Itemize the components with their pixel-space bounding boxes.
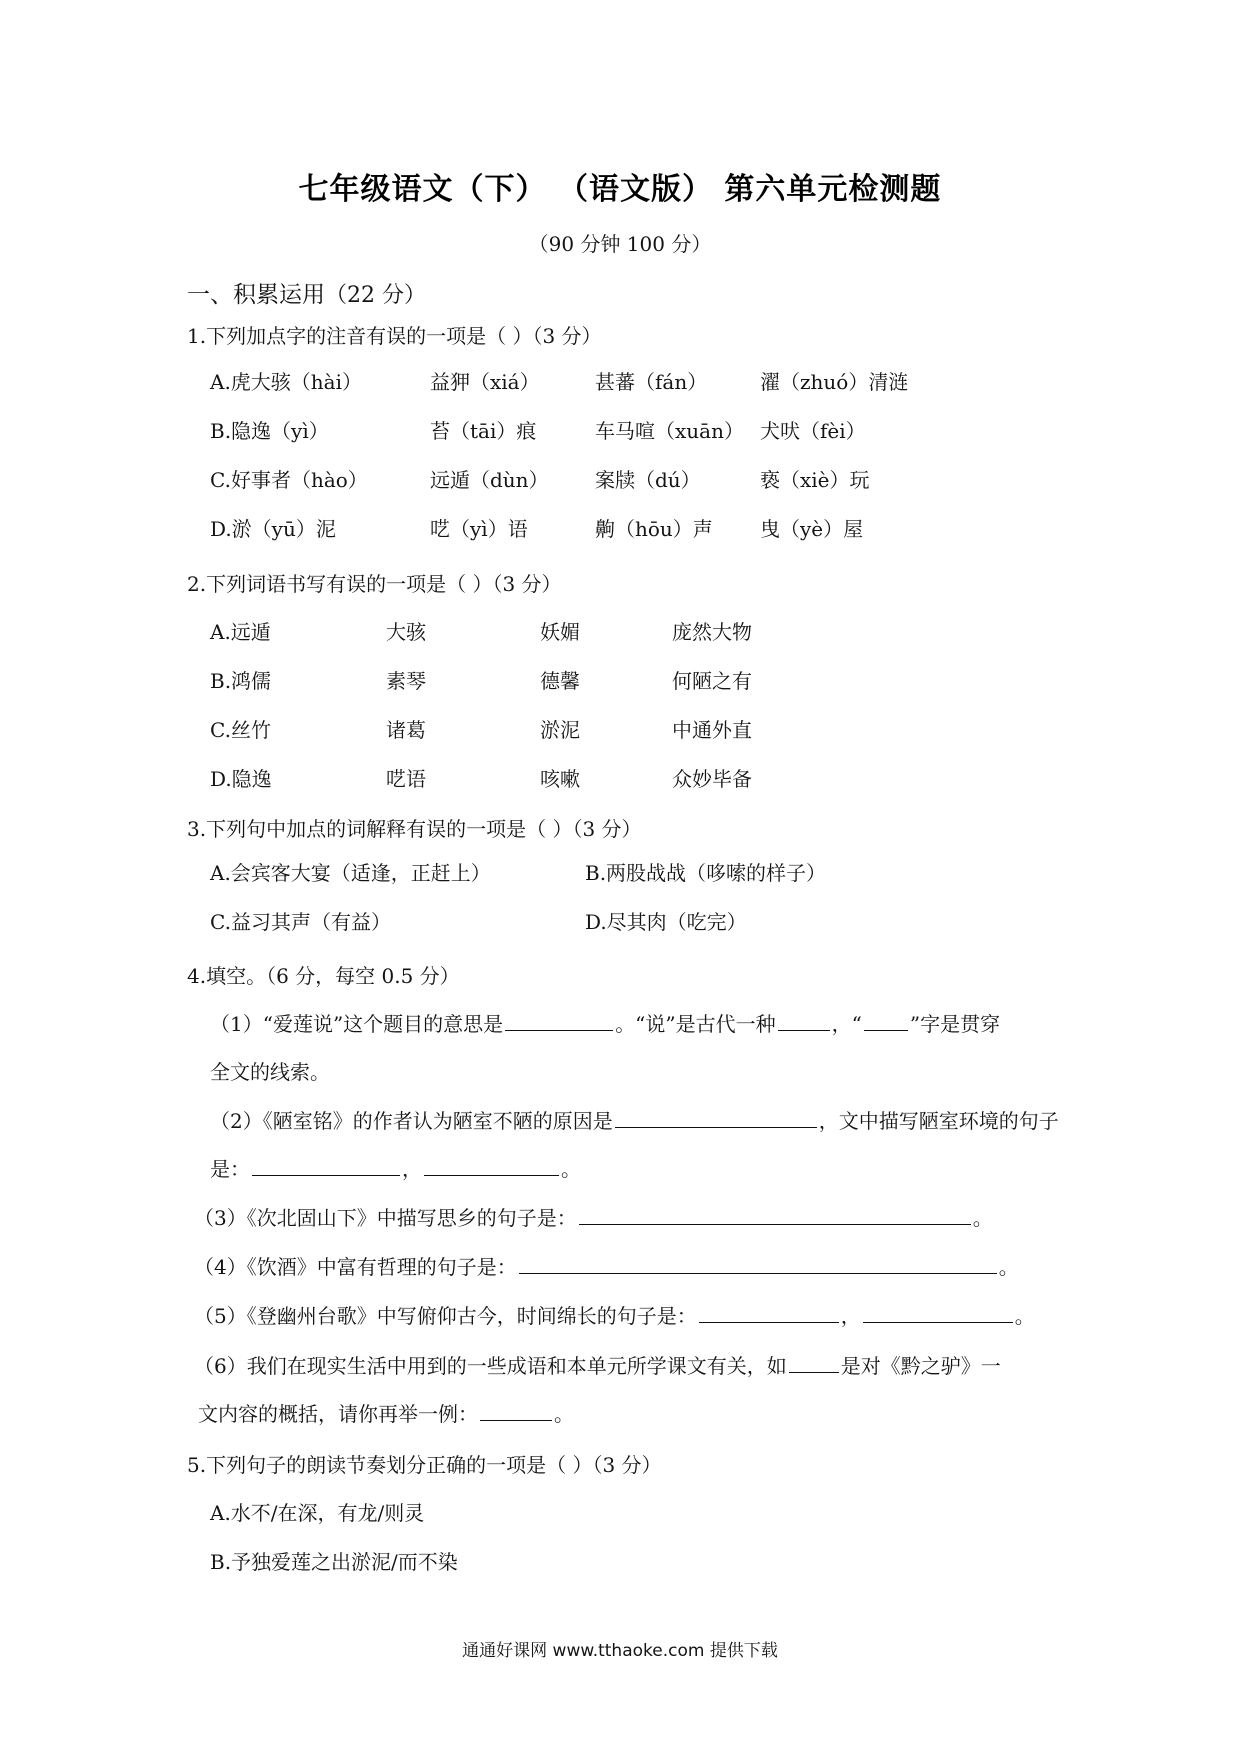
line-text: 文内容的概括，请你再举一例： — [198, 1402, 478, 1426]
line-text: （5）《登幽州台歌》中写俯仰古今，时间绵长的句子是： — [194, 1304, 697, 1328]
option-cell: 犬吠（fèi） — [760, 419, 866, 443]
line-text: 。 — [561, 1157, 581, 1181]
option-cell: D.尽其肉（吃完） — [585, 910, 747, 934]
question-5-option-b: B.予独爱莲之出淤泥/而不染 — [210, 1550, 458, 1574]
option-cell: 呓（yì）语 — [430, 517, 528, 541]
option-cell: 濯（zhuó）清涟 — [760, 370, 909, 394]
option-cell: 何陋之有 — [672, 669, 752, 693]
option-cell: C.丝竹 — [210, 718, 271, 742]
option-cell: 庞然大物 — [672, 620, 752, 644]
line-text: ”字是贯穿 — [909, 1012, 1001, 1036]
answer-blank[interactable] — [699, 1302, 839, 1323]
question-5-option-a: A.水不/在深，有龙/则灵 — [210, 1501, 425, 1525]
line-text: （4）《饮酒》中富有哲理的句子是： — [194, 1255, 517, 1279]
fill-line-2-cont — [210, 1153, 581, 1182]
section-score: （22 分） — [325, 283, 426, 308]
fill-line-3 — [194, 1202, 993, 1231]
option-cell: A.虎大骇（hài） — [210, 370, 363, 394]
option-cell: A.远遁 — [210, 620, 271, 644]
line-text: ， — [840, 1304, 861, 1328]
line-text: 是： — [210, 1157, 250, 1181]
line-text: ，“ — [831, 1012, 862, 1036]
option-cell: 呓语 — [386, 767, 426, 791]
option-cell: 苔（tāi）痕 — [430, 419, 537, 443]
line-text: 。 — [972, 1206, 993, 1230]
option-cell: 素琴 — [386, 669, 426, 693]
option-cell: C.好事者（hào） — [210, 468, 368, 492]
option-cell: 齁（hōu）声 — [595, 517, 713, 541]
answer-blank[interactable] — [480, 1400, 552, 1421]
option-cell: A.会宾客大宴（适逢，正赶上） — [210, 861, 491, 885]
line-text: 是对《黔之驴》一 — [840, 1354, 1001, 1378]
option-cell: 益狎（xiá） — [430, 370, 540, 394]
option-cell: 德馨 — [540, 669, 580, 693]
answer-blank[interactable] — [778, 1010, 830, 1031]
answer-blank[interactable] — [424, 1155, 559, 1176]
line-text: 。 — [1014, 1304, 1035, 1328]
option-cell: 亵（xiè）玩 — [760, 468, 870, 492]
question-4-stem: 4.填空。（6 分，每空 0.5 分） — [187, 964, 460, 988]
option-cell: C.益习其声（有益） — [210, 910, 391, 934]
option-cell: 车马喧（xuān） — [595, 419, 744, 443]
fill-line-6-cont — [198, 1398, 574, 1427]
option-cell: 中通外直 — [672, 718, 752, 742]
option-cell: 妖媚 — [540, 620, 580, 644]
question-2-stem: 2.下列词语书写有误的一项是（ ）（3 分） — [187, 572, 562, 596]
answer-blank[interactable] — [864, 1010, 908, 1031]
fill-line-6 — [194, 1350, 1001, 1379]
option-cell: 淤泥 — [540, 718, 580, 742]
line-text: ， — [402, 1157, 422, 1181]
answer-blank[interactable] — [252, 1155, 400, 1176]
option-cell: B.隐逸（yì） — [210, 419, 329, 443]
answer-blank[interactable] — [519, 1253, 997, 1274]
line-text: 。 — [554, 1402, 574, 1426]
option-cell: 众妙毕备 — [672, 767, 752, 791]
option-cell: 咳嗽 — [540, 767, 580, 791]
fill-line-1 — [210, 1008, 1000, 1037]
page-footer: 通通好课网 www.tthaoke.com 提供下载 — [462, 1641, 778, 1661]
fill-line-5 — [194, 1300, 1035, 1329]
line-text: （1）“爱莲说”这个题目的意思是 — [210, 1012, 504, 1036]
option-cell: 案牍（dú） — [595, 468, 701, 492]
line-text: 。 — [998, 1255, 1019, 1279]
option-cell: 甚蕃（fán） — [595, 370, 708, 394]
option-cell: B.鸿儒 — [210, 669, 272, 693]
option-cell: 大骇 — [386, 620, 426, 644]
answer-blank[interactable] — [863, 1302, 1013, 1323]
question-3-stem: 3.下列句中加点的词解释有误的一项是（ ）（3 分） — [187, 817, 642, 841]
option-cell: 诸葛 — [386, 718, 426, 742]
option-cell: D.隐逸 — [210, 767, 272, 791]
line-text: （3）《次北固山下》中描写思乡的句子是： — [194, 1206, 577, 1230]
page-title: 七年级语文（下） （语文版） 第六单元检测题 — [298, 172, 942, 207]
option-cell: D.淤（yū）泥 — [210, 517, 336, 541]
answer-blank[interactable] — [579, 1204, 971, 1225]
option-cell: B.两股战战（哆嗦的样子） — [585, 861, 827, 885]
section-heading — [187, 276, 426, 309]
option-cell: 曳（yè）屋 — [760, 517, 864, 541]
answer-blank[interactable] — [789, 1352, 839, 1373]
fill-line-2 — [210, 1105, 1059, 1134]
question-1-stem: 1.下列加点字的注音有误的一项是（ ）（3 分） — [187, 324, 602, 348]
question-5-stem: 5.下列句子的朗读节奏划分正确的一项是（ ）（3 分） — [187, 1453, 662, 1477]
answer-blank[interactable] — [615, 1107, 817, 1128]
line-text: （6）我们在现实生活中用到的一些成语和本单元所学课文有关，如 — [194, 1354, 787, 1378]
line-text: ，文中描写陋室环境的句子 — [818, 1109, 1059, 1133]
line-text: （2）《陋室铭》的作者认为陋室不陋的原因是 — [210, 1109, 613, 1133]
line-text: 。“说”是古代一种 — [615, 1012, 776, 1036]
fill-line-1-cont: 全文的线索。 — [210, 1060, 330, 1084]
section-name: 一、积累运用 — [187, 282, 325, 308]
option-cell: 远遁（dùn） — [430, 468, 549, 492]
answer-blank[interactable] — [505, 1010, 613, 1031]
exam-duration-score: （90 分钟 100 分） — [528, 232, 712, 256]
fill-line-4 — [194, 1251, 1019, 1280]
